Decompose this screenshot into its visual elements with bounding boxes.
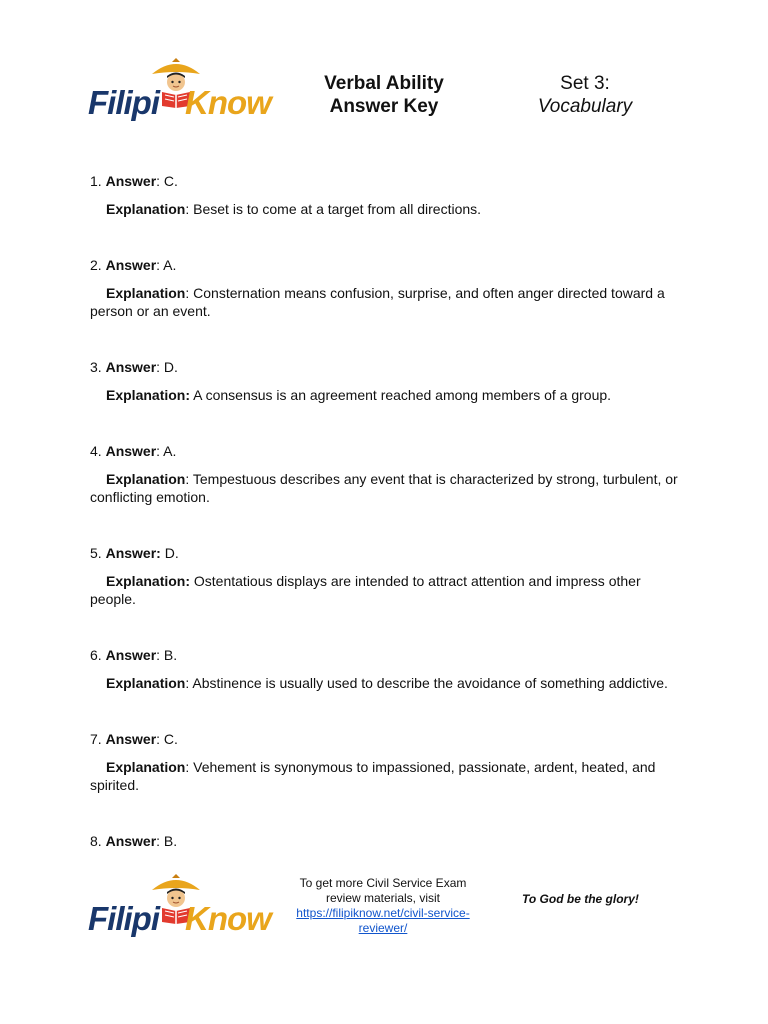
document-title	[300, 72, 468, 118]
explanation-text: Explanation: Vehement is synonymous to impassioned, passionate, ardent, heated, and spirited.	[90, 759, 656, 793]
title-line-1: Verbal Ability	[324, 73, 444, 94]
answer-line: 4. Answer: A.	[90, 443, 177, 459]
answer-line: 8. Answer: B.	[90, 833, 178, 849]
answer-line: 3. Answer: D.	[90, 359, 178, 375]
explanation-text: Explanation: Beset is to come at a target from all directions.	[106, 201, 482, 217]
explanation-text: Explanation: Ostentatious displays are intended to attract attention and impress other people.	[90, 573, 641, 607]
answer-line: 5. Answer: D.	[90, 545, 179, 561]
footer-promo	[290, 876, 476, 936]
set-label	[530, 72, 640, 118]
answer-line: 2. Answer: A.	[90, 257, 177, 273]
explanation-text: Explanation: Abstinence is usually used to describe the avoidance of something addictive.	[106, 675, 668, 691]
footer-promo-text: To get more Civil Service Exam review materials, visit	[299, 876, 467, 905]
answer-line: 7. Answer: C.	[90, 731, 178, 747]
answer-list	[90, 172, 680, 916]
filipiknow-logo	[88, 58, 271, 128]
footer-glory-text: To God be the glory!	[522, 892, 639, 906]
logo-wordmark: Filipi Know	[88, 900, 271, 937]
answer-item	[90, 646, 680, 730]
answer-item	[90, 442, 680, 544]
set-topic: Vocabulary	[537, 96, 633, 117]
answer-item	[90, 544, 680, 646]
set-number: Set 3:	[560, 73, 610, 94]
title-line-2: Answer Key	[329, 96, 439, 117]
logo-wordmark: Filipi Know	[88, 84, 271, 121]
answer-line: 1. Answer: C.	[90, 173, 178, 189]
reviewer-link[interactable]: https://filipiknow.net/civil-service-reviewer/	[296, 906, 470, 935]
answer-line: 6. Answer: B.	[90, 647, 178, 663]
answer-item	[90, 730, 680, 832]
answer-item	[90, 172, 680, 256]
answer-item	[90, 358, 680, 442]
explanation-text: Explanation: Consternation means confusion, surprise, and often anger directed toward a person or an event.	[90, 285, 665, 319]
explanation-text: Explanation: Tempestuous describes any event that is characterized by strong, turbulent, or conflicting emotion.	[90, 471, 678, 505]
answer-item	[90, 256, 680, 358]
filipiknow-footer-logo	[88, 874, 271, 944]
explanation-text: Explanation: A consensus is an agreement reached among members of a group.	[106, 387, 612, 403]
